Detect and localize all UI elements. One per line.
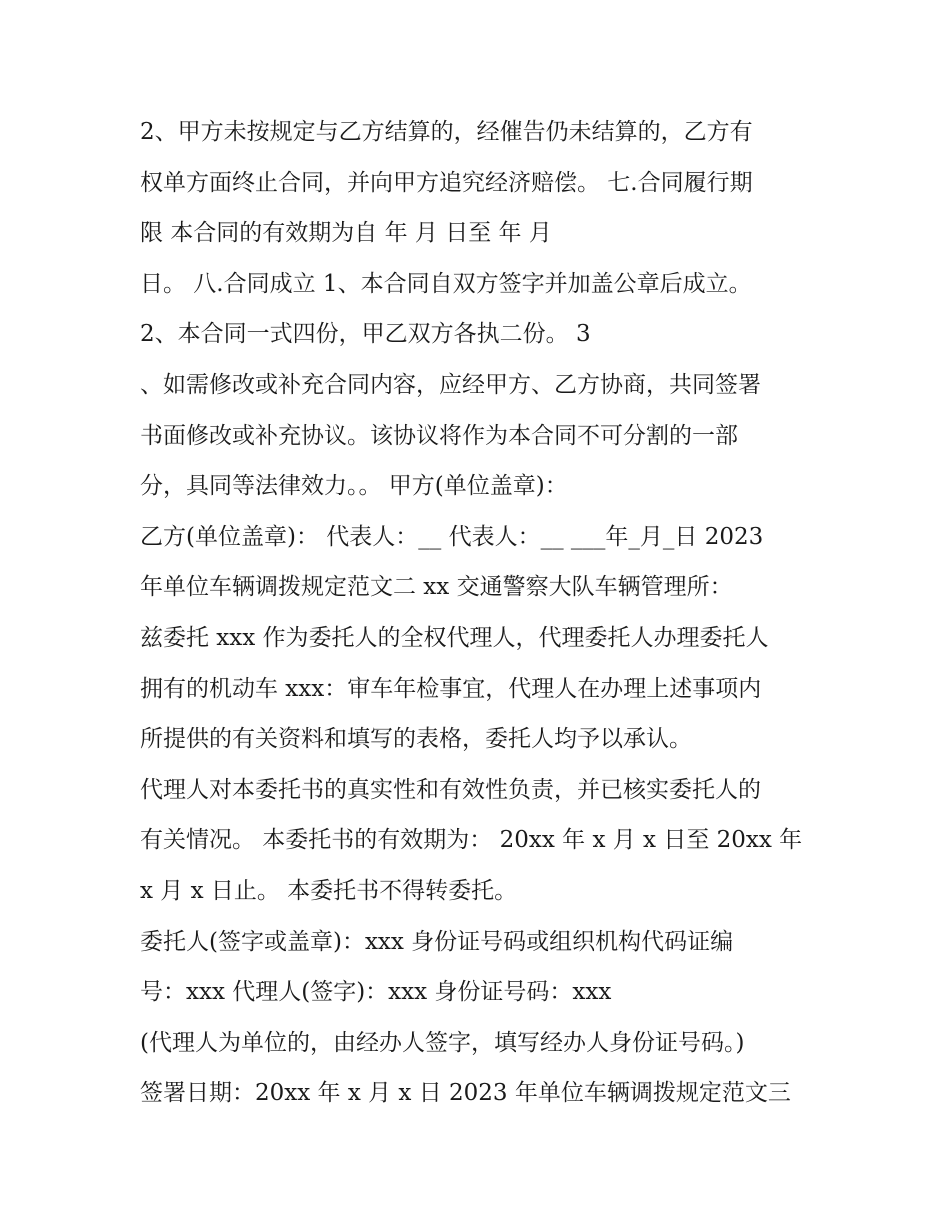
text-line: 分，具同等法律效力。。 甲方(单位盖章)： — [140, 473, 568, 500]
text-line: 兹委托 xxx 作为委托人的全权代理人，代理委托人办理委托人 — [140, 624, 769, 651]
text-line: 代理人对本委托书的真实性和有效性负责，并已核实委托人的 — [140, 776, 761, 803]
text-line: 号：xxx 代理人(签字)：xxx 身份证号码：xxx — [140, 979, 612, 1006]
text-line: 委托人(签字或盖章)：xxx 身份证号码或组织机构代码证编 — [140, 928, 734, 955]
text-line: 2、本合同一式四份，甲乙双方各执二份。 3 — [140, 321, 591, 348]
text-line: 权单方面终止合同，并向甲方追究经济赔偿。 七.合同履行期 — [140, 169, 753, 196]
text-line: 拥有的机动车 xxx：审车年检事宜，代理人在办理上述事项内 — [140, 675, 762, 702]
text-line: 有关情况。 本委托书的有效期为： 20xx 年 x 月 x 日至 20xx 年 — [140, 827, 803, 854]
document-body — [140, 107, 830, 1119]
text-line: x 月 x 日止。 本委托书不得转委托。 — [140, 877, 518, 904]
text-line: 所提供的有关资料和填写的表格，委托人均予以承认。 — [140, 726, 692, 753]
text-line: 年单位车辆调拨规定范文二 xx 交通警察大队车辆管理所： — [140, 574, 733, 601]
text-line: 书面修改或补充协议。该协议将作为本合同不可分割的一部 — [140, 422, 738, 449]
text-line: 签署日期：20xx 年 x 月 x 日 2023 年单位车辆调拨规定范文三 — [140, 1080, 791, 1107]
text-line: 限 本合同的有效期为自 年 月 日至 年 月 — [140, 220, 552, 247]
text-line: (代理人为单位的，由经办人签字，填写经办人身份证号码。) — [140, 1029, 745, 1056]
text-line: 、如需修改或补充合同内容，应经甲方、乙方协商，共同签署 — [140, 371, 761, 398]
text-line: 乙方(单位盖章)： 代表人：__ 代表人：__ ___年_月_日 2023 — [140, 523, 764, 550]
text-line: 2、甲方未按规定与乙方结算的，经催告仍未结算的，乙方有 — [140, 119, 753, 145]
text-line: 日。 八.合同成立 1、本合同自双方签字并加盖公章后成立。 — [140, 270, 752, 297]
